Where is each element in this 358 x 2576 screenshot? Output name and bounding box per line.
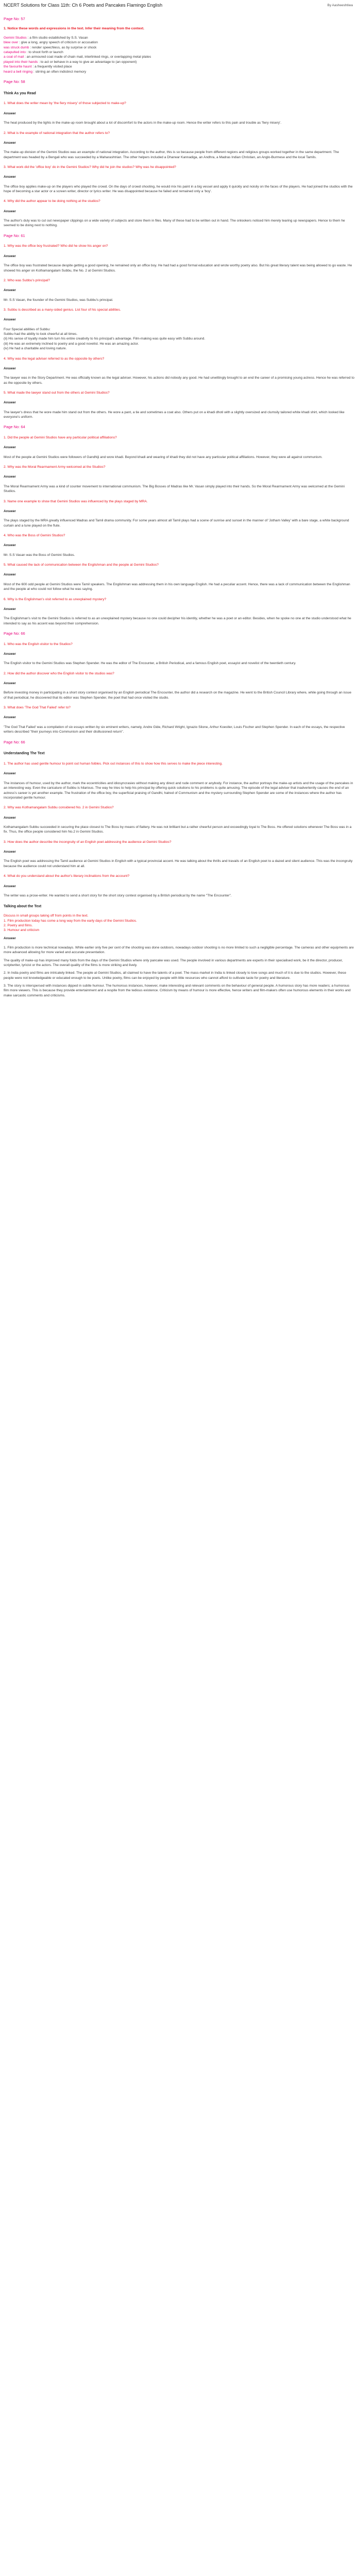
question: 3. Name one example to show that Gemini Studios was influenced by the plays staged by MRA. (4, 499, 148, 503)
answer-label: Answer (4, 544, 16, 548)
answer-paragraph: The office boy was frustrated because despite getting a good opening, he remained only an office boy. He had had a good formal education and wrote worthy poetry also. But his great literary talent was being allowed to go waste. He showed his anger on Kothamangalam Subbu, the No. 2 at Gemini Studios. (4, 264, 352, 273)
answer-paragraph: The quality of make-up has improved many folds from the days of the Gemini Studios where only pancake was used. The people involved in various departments are experts in their specialised work, be it the director, producer, scriptwriter, lyricist or the actors. The overall quality of the films is more striking and lively. (4, 958, 343, 968)
answer-label: Answer (4, 850, 16, 854)
question: 2. Why was Kothamangalam Subbu considered No. 2 in Gemini Studios? (4, 806, 114, 810)
document-header (4, 0, 355, 11)
answer-label: Answer (4, 141, 16, 145)
answer-list-item: (iii) He was an extremely inclined to poetry and a good novelist. He was an amazing actor. (4, 342, 139, 346)
vocabulary-meaning: : to act or behave in a way to give an advantage to (an opponent) (38, 60, 137, 64)
answer-label: Answer (4, 652, 16, 656)
author-byline: By Aasheeshtiwa (327, 4, 353, 7)
question: 1. What does the writer mean by 'the fiery misery' of those subjected to make-up? (4, 101, 126, 106)
vocabulary-list (4, 36, 355, 74)
question: 4. Why did the author appear to be doing nothing at the studios? (4, 199, 100, 204)
vocabulary-meaning: : render speechless, as by surprise or shock (29, 45, 97, 49)
answer-label: Answer (4, 366, 16, 370)
answer-paragraph: The office boy applies make-up on the players who played the crowd. On the days of crowd shooting, he would mix his paint in a big vessel and apply it quickly and noisily on the faces of the players. He had joined the studios with the hope of becoming a star actor or a screen writer, director or lyrics writer. He was disappointed because he failed and remained only a 'boy'. (4, 184, 353, 194)
section-heading: Talking about the Text (4, 905, 42, 909)
answer-paragraph: The lawyer's dress that he wore made him stand out from the others. He wore a pant, a tie and sometimes a coat also. Others put on a khadi dhoti with a slightly oversized and clumsily tailored white khadi shirt, which looked like everyone's uniform. (4, 410, 345, 419)
vocabulary-item (4, 64, 355, 69)
question: 1. Did the people at Gemini Studios have any particular political affiliations? (4, 436, 117, 440)
exercise-heading: 1. Notice these words and expressions in the text. Infer their meaning from the context. (4, 26, 144, 30)
discussion-topic: Discuss in small groups taking off from points in the text. (4, 914, 89, 918)
question: 5. What caused the lack of communication between the Englishman and the people at Gemini Studios? (4, 563, 159, 567)
answer-list-item: Subbu had the ability to look cheerful at all times. (4, 332, 78, 336)
question: 3. Subbu is described as a many-sided genius. List four of his special abilities. (4, 308, 121, 312)
answer-list (4, 327, 355, 351)
answer-label: Answer (4, 209, 16, 213)
answer-label: Answer (4, 772, 16, 776)
answer-label: Answer (4, 446, 16, 450)
answer-paragraph: The writer was a prose-writer. He wanted to send a short story for the short story contest organised by a British periodical by the name "The Encounter". (4, 893, 232, 897)
discussion-topics (4, 913, 355, 933)
answer-paragraph: Before investing money in participating in a short story contest organised by an English periodical The Encounter, the author did a research on the magazine. He went to the British Council Library where, while going through an issue of that periodical, he discovered that its editor was Stephen Spender, the poet that had once visited the studio. (4, 691, 352, 700)
answer-paragraph: The lawyer was in the Story Department. He was officially known as the legal adviser. However, his actions did nobody any good. He had unwittingly brought to an end the career of a promising young actress. Hence he was referred to as the opposite by others. (4, 376, 354, 385)
answer-paragraph: 'The God That Failed' was a compilation of six essays written by six eminent writers, namely, Andre Gide, Richard Wright, Ignazio Silone, Arthur Koestler, Louis Fischer and Stephen Spender. In each of the essays, the respective writers described "their journeys into Communism and their disillusioned return". (4, 725, 345, 734)
vocabulary-meaning: : stirring an often indistinct memory (32, 70, 87, 74)
answer-paragraph: Mr. S.S Vasan was the Boss of Gemini Studios. (4, 553, 75, 557)
question: 4. Who was the Boss of Gemini Studios? (4, 533, 65, 537)
answer-label: Answer (4, 716, 16, 720)
answer-list-item: (ii) His sense of loyalty made him turn his entire creativity to his principal's advantage. Film-making was quite easy with Subbu around. (4, 337, 206, 341)
vocabulary-term: the favourite haunt (4, 65, 32, 69)
question: 3. What work did the 'office boy' do in the Gemini Studios? Why did he join the studios? Why was he disappointed? (4, 165, 176, 169)
page-number: Page No: 58 (4, 79, 25, 84)
answer-label: Answer (4, 607, 16, 611)
question: 1. Who was the English visitor to the Studios? (4, 642, 73, 646)
answer-label: Answer (4, 175, 16, 179)
vocabulary-item (4, 36, 355, 40)
answer-paragraph: The author's duty was to cut out newspaper clippings on a wide variety of subjects and store them in files. Many of these had to be written out in hand. The onlookers noticed him merely tearing up newspapers. Hence to them he seemed to be doing next to nothing. (4, 219, 345, 228)
page-number: Page No: 66 (4, 739, 25, 744)
page-number: Page No: 66 (4, 631, 25, 636)
answer-paragraph: The English poet was addressing the Tamil audience at Gemini Studios in English with a typical provincial accent. He was talking about the thrills and travails of an English poet to a dazed and silent audience. This was the incongruity because the audience could not understand him at all. (4, 859, 353, 868)
answer-paragraph: 2. In India poetry and films are intricately linked. The people at Gemini Studios, all claimed to have the talents of a poet. The mass-market in India is linked closely to love songs and much of it is due to the studios. However, these people were not knowledgeable or educated enough to be poets. Unlike poetry, films can be enjoyed by people with little resources who cannot afford to cultivate taste for poetry and literature. (4, 971, 346, 980)
answer-paragraph: The make-up division of the Gemini Studios was an example of national integration. According to the author, this is so because people from different regions and religious groups worked together in the same department. The department was headed by a Bengali who was succeeded by a Maharashtrian. The other helpers included a Dharwar Kannadiga, an Andhra, a Madras Indian Christian, an Anglo-Burmese and the local Tamils. (4, 150, 339, 159)
answer-label: Answer (4, 318, 16, 322)
answer-paragraph: Most of the 600 odd people at Gemini Studios were Tamil speakers. The Englishman was addressing them in his own language English. He had a peculiar accent. Hence, there was a lack of communication between the Englishman and the people at who could not follow what he was saying. (4, 582, 350, 591)
vocabulary-meaning: : an armoured coat made of chain mail, interlinked rings, or overlapping metal plates (24, 55, 151, 59)
vocabulary-meaning: : a frequently visited place (31, 65, 72, 69)
vocabulary-meaning: : a film studio established by S.S. Vasan (26, 36, 88, 40)
answer-paragraph: The instances of humour, used by the author, mark the eccentricities and idiosyncrasies without making any direct and rude comment or anybody. For instance, the author portrays the make-up artists and the usage of the pancakes in an interesting way. Even the caricature of Subbu is hilarious. The way he tries to help his principal by offering quick solutions to his problems is quite amusing. The episode of the legal adviser that inadvertently causes the end of an actress's career is yet another example. The frustration of the office boy, the superficial praising of Gandhi, hatred of Communism and the mystery surrounding Stephen Spender are some of the instances where the author has incorporated gentle humour. (4, 781, 353, 800)
vocabulary-term: was struck dumb (4, 45, 29, 49)
vocabulary-item (4, 70, 355, 74)
question: 3. What does 'The God That Failed' refer to? (4, 706, 71, 710)
page-number: Page No: 57 (4, 16, 25, 21)
vocabulary-meaning: : to shoot forth or launch (25, 50, 63, 55)
answer-label: Answer (4, 289, 16, 293)
question: 3. How does the author describe the incongruity of an English poet addressing the audience at Gemini Studios? (4, 840, 172, 844)
answer-paragraph: 3. The story is interspersed with instances dipped in subtle humour. The humorous instances, however, make interesting and relevant comments on the behaviour of general people. A humorous story has more readers; a humorous film more viewers. This is because they provide entertainment and a respite from the tedious existence. Criticism by means of humour is more effective, hence writers and film-makers often use humorous elements in their works and make sarcastic comments and criticisms. (4, 984, 351, 997)
discussion-topic: 3. Humour and criticism (4, 928, 40, 933)
answer-label: Answer (4, 111, 16, 115)
question: 4. Why was the legal adviser referred to as the opposite by others? (4, 357, 105, 361)
vocabulary-term: Gemini Studios (4, 36, 27, 40)
question: 6. Why is the Englishman's visit referred to as unexplained mystery? (4, 597, 107, 601)
question: 1. Why was the office boy frustrated? Who did he show his anger on? (4, 244, 108, 248)
vocabulary-item (4, 45, 355, 50)
answer-paragraph: Most of the people at Gemini Studios were followers of Gandhiji and wore khadi. Beyond khadi and wearing of khadi they did not have any particular political affiliations. However, they were all against communism. (4, 455, 322, 459)
document-title: NCERT Solutions for Class 11th: Ch 6 Poets and Pancakes Flamingo English (4, 3, 163, 8)
question: 4. What do you understand about the author's literary inclinations from the account? (4, 874, 130, 878)
page-number: Page No: 64 (4, 425, 25, 430)
answer-label: Answer (4, 936, 16, 940)
vocabulary-meaning: : give a long, angry speech of criticism or accusation (18, 41, 98, 45)
answer-label: Answer (4, 254, 16, 258)
question: 1. The author has used gentle humour to point out human foibles. Pick out instances of this to show how this serves to make the piece interesting. (4, 762, 223, 766)
answer-paragraph: Kothamangalam Subbu succeeded in securing the place closest to The Boss by means of flattery. He was not brilliant but a rather cheerful person and exceedingly loyal to The Boss. He offered solutions whenever The Boss was in a fix. Thus, the office people considered him No.2 in Gemini Studios. (4, 825, 352, 834)
discussion-topic: 2. Poetry and films. (4, 923, 33, 927)
answer-list-item: Four Special abilities of Subbu: (4, 327, 50, 331)
vocabulary-term: played into their hands (4, 60, 38, 64)
answer-label: Answer (4, 401, 16, 405)
answer-paragraph: The plays staged by the MRA greatly influenced Madras and Tamil drama community. For some years almost all Tamil plays had a scene of sunrise and sunset in the manner of 'Jotham Valley' with a bare stage, a white background curtain and a tune played on the flute. (4, 519, 349, 528)
answer-list-item: (iv) He had a charitable and loving nature. (4, 347, 67, 351)
answer-label: Answer (4, 884, 16, 888)
page-number: Page No: 61 (4, 233, 25, 238)
vocabulary-item (4, 40, 355, 45)
question: 5. What made the lawyer stand out from the others at Gemini Studios? (4, 391, 110, 395)
answer-paragraph: The Moral Rearmament Army was a kind of counter movement to international communism. The Big Bosses of Madras like Mr. Vasan simply played into their hands. So the Moral Rearmament Army was welcomed at the Gemini Studios. (4, 484, 345, 494)
question: 2. What is the example of national integration that the author refers to? (4, 131, 110, 135)
answer-paragraph: 1. Film production is more technical nowadays. While earlier only five per cent of the shooting was done outdoors, nowadays outdoor shooting is no more limited to such a negligible percentage. The cameras and other equipments are more advanced allowing for more varied and accurate presentation. (4, 945, 354, 955)
section-heading: Understanding The Text (4, 752, 45, 756)
question: 2. Why was the Moral Rearmament Army welcomed at the Studios? (4, 465, 106, 469)
answer-paragraph: The Englishman's visit to the Gemini Studios is referred to as an unexplained mystery because no one could decipher his identity, whether he was a poet or an editor. Besides, when he spoke no one at the studio understood what he intended to say as his accent was beyond their comprehension. (4, 617, 351, 625)
answer-label: Answer (4, 509, 16, 513)
vocabulary-term: heard a bell ringing (4, 70, 33, 74)
vocabulary-term: catapulted into (4, 50, 26, 55)
answer-label: Answer (4, 682, 16, 686)
answer-paragraph: Mr. S.S Vasan, the founder of the Gemini Studios, was Subbu's principal. (4, 298, 113, 302)
vocabulary-term: a coat of mail (4, 55, 24, 59)
section-heading: Think As you Read (4, 91, 36, 95)
document-body (4, 16, 355, 998)
vocabulary-item (4, 55, 355, 59)
answer-label: Answer (4, 573, 16, 577)
question: 2. Who was Subbu's principal? (4, 278, 50, 282)
answer-label: Answer (4, 816, 16, 820)
question: 2. How did the author discover who the English visitor to the studios was? (4, 671, 114, 675)
vocabulary-term: blew over (4, 41, 19, 45)
discussion-topic: 1. Film production today has come a long way from the early days of the Gemini Studios. (4, 919, 137, 923)
answer-label: Answer (4, 475, 16, 479)
vocabulary-item (4, 60, 355, 64)
vocabulary-item (4, 50, 355, 55)
answer-paragraph: The English visitor to the Gemini Studios was Stephen Spender. He was the editor of The Encounter, a British Periodical, and a famous English poet, essayist and novelist of the twentieth century. (4, 662, 296, 666)
answer-paragraph: The heat produced by the lights in the make-up room brought about a lot of discomfort to the actors in the make-up room. Hence the writer refers to this pain and trouble as 'fiery misery'. (4, 121, 282, 125)
